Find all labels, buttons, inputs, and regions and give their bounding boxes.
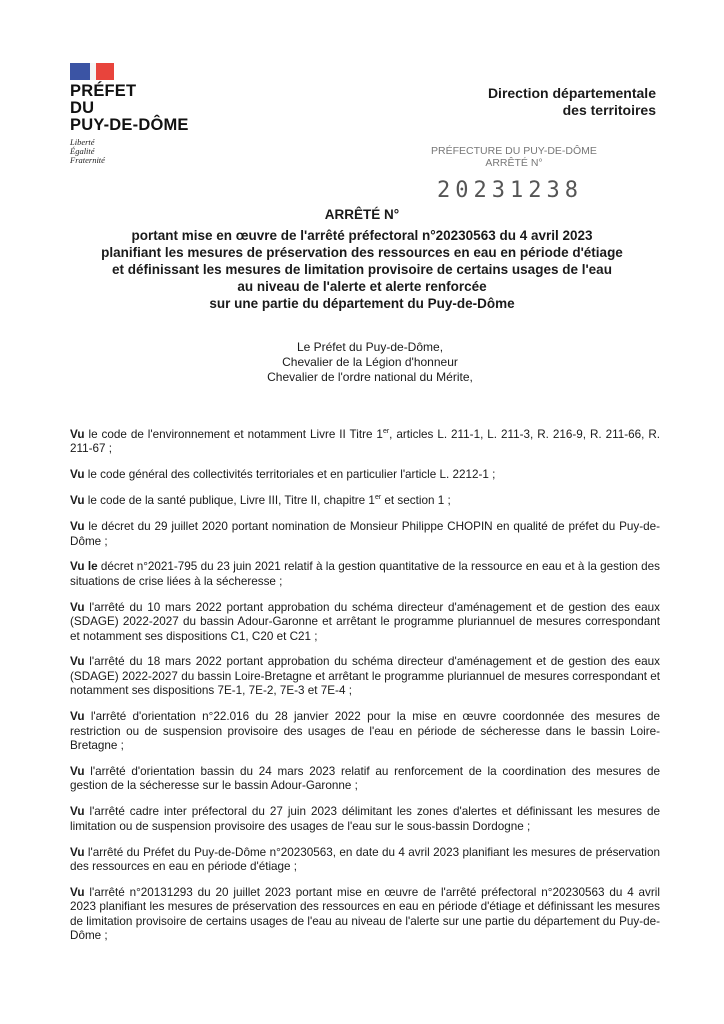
vu-paragraph	[70, 710, 660, 753]
vu-text: le code général des collectivités territoriales et en particulier l'article L. 2212-1 ;	[84, 468, 496, 482]
prefet-line: Chevalier de l'ordre national du Mérite,	[267, 370, 473, 384]
logo-line: PRÉFET	[70, 82, 137, 100]
vu-superscript: er	[382, 428, 390, 436]
title-line: planifiant les mesures de préservation des ressources en eau en période d'étiage	[101, 245, 623, 260]
motto-fraternite: Fraternité	[70, 155, 105, 165]
vu-paragraph	[70, 494, 660, 508]
document-title	[80, 206, 644, 312]
vu-paragraph	[70, 805, 660, 834]
vu-text: l'arrêté d'orientation bassin du 24 mars 2023 relatif au renforcement de la coordination des mesures de gestion de la sécheresse sur le bassin Adour-Garonne ;	[70, 764, 660, 793]
motto	[70, 138, 189, 165]
vu-text: le code de la santé publique, Livre III, Titre II, chapitre 1	[84, 494, 375, 508]
motto-liberte: Liberté	[70, 137, 95, 147]
vu-text: l'arrêté n°20131293 du 20 juillet 2023 portant mise en œuvre de l'arrêté préfectoral n°20230563 du 4 avril 2023 planifiant les mesures de préservation des ressources en eau en période d'étiage et définissant les mesures de limitation provisoire de certains usages de l'eau au niveau de l'alerte sur une partie du département du Puy-de-Dôme ;	[70, 885, 660, 943]
prefet-line: Chevalier de la Légion d'honneur	[282, 355, 458, 369]
vu-text: l'arrêté du 18 mars 2022 portant approbation du schéma directeur d'aménagement et de gestion des eaux (SDAGE) 2022-2027 du bassin Loire-Bretagne et arrêtant le programme pluriannuel de mesures correspondant et notamment ses dispositions 7E-1, 7E-2, 7E-3 et 7E-4 ;	[70, 655, 660, 698]
vu-lead: Vu le	[70, 560, 98, 574]
stamp-line: ARRÊTÉ N°	[485, 157, 543, 169]
title-line: et définissant les mesures de limitation provisoire de certains usages de l'eau	[112, 262, 612, 277]
title-line: au niveau de l'alerte et alerte renforcée	[237, 279, 487, 294]
title-line: sur une partie du département du Puy-de-Dôme	[209, 296, 515, 311]
vu-paragraph	[70, 886, 660, 944]
arrete-heading: ARRÊTÉ N°	[324, 207, 400, 222]
vu-lead: Vu	[70, 600, 85, 614]
vu-lead: Vu	[70, 655, 85, 669]
vu-lead: Vu	[70, 845, 85, 859]
vu-paragraph	[70, 428, 660, 457]
vu-superscript: er	[374, 494, 382, 502]
stamp-line: PRÉFECTURE DU PUY-DE-DÔME	[431, 145, 597, 157]
prefecture-logo	[70, 63, 189, 165]
vu-list	[70, 428, 660, 955]
vu-text: le code de l'environnement et notamment Livre II Titre 1	[84, 428, 383, 441]
vu-text: , articles L. 211-1, L. 211-3, R. 216-9, R. 211-66, R. 211-67 ;	[70, 428, 661, 456]
department-line: des territoires	[562, 102, 656, 118]
prefet-block	[200, 340, 540, 385]
vu-lead: Vu	[70, 494, 85, 508]
vu-lead: Vu	[70, 468, 85, 482]
stamp-number: 20231238	[437, 178, 583, 203]
motto-egalite: Égalité	[70, 146, 95, 156]
title-line: portant mise en œuvre de l'arrêté préfectoral n°20230563 du 4 avril 2023	[131, 228, 593, 243]
vu-paragraph	[70, 520, 660, 549]
vu-lead: Vu	[70, 428, 85, 441]
vu-text: et section 1 ;	[381, 494, 451, 508]
vu-lead: Vu	[70, 520, 85, 534]
vu-paragraph	[70, 468, 660, 482]
vu-lead: Vu	[70, 805, 85, 819]
logo-line: PUY-DE-DÔME	[70, 116, 189, 134]
vu-lead: Vu	[70, 710, 85, 724]
department-line: Direction départementale	[487, 85, 656, 101]
vu-lead: Vu	[70, 885, 85, 899]
vu-paragraph	[70, 601, 660, 644]
vu-lead: Vu	[70, 764, 85, 778]
vu-text: l'arrêté du 10 mars 2022 portant approbation du schéma directeur d'aménagement et de gestion des eaux (SDAGE) 2022-2027 du bassin Adour-Garonne et arrêtant le programme pluriannuel de mesures correspondant et notamment ses dispositions C1, C20 et C21 ;	[70, 600, 660, 643]
department-heading	[488, 85, 656, 119]
vu-text: décret n°2021-795 du 23 juin 2021 relatif à la gestion quantitative de la ressource en eau et à la gestion des situations de crise liées à la sécheresse ;	[70, 560, 660, 588]
prefet-line: Le Préfet du Puy-de-Dôme,	[296, 340, 444, 354]
marianne-flag-icon	[70, 63, 114, 80]
vu-paragraph	[70, 655, 660, 698]
vu-text: l'arrêté cadre inter préfectoral du 27 juin 2023 délimitant les zones d'alertes et définissant les mesures de limitation ou de suspension provisoire des usages de l'eau sur le sous-bassin Dordogne ;	[70, 805, 660, 833]
vu-paragraph	[70, 765, 660, 794]
logo-line: DU	[70, 99, 95, 117]
vu-paragraph	[70, 560, 660, 589]
vu-text: le décret du 29 juillet 2020 portant nomination de Monsieur Philippe CHOPIN en qualité de préfet du Puy-de-Dôme ;	[70, 520, 660, 548]
vu-text: l'arrêté du Préfet du Puy-de-Dôme n°20230563, en date du 4 avril 2023 planifiant les mesures de préservation des ressources en eau en période d'étiage ;	[70, 845, 660, 873]
prefecture-stamp	[424, 145, 604, 169]
vu-text: l'arrêté d'orientation n°22.016 du 28 janvier 2022 pour la mise en œuvre coordonnée des mesures de restriction ou de suspension provisoire des usages de l'eau en période de sécheresse dans le bassin Loire-Bretagne ;	[70, 710, 660, 752]
vu-paragraph	[70, 846, 660, 875]
